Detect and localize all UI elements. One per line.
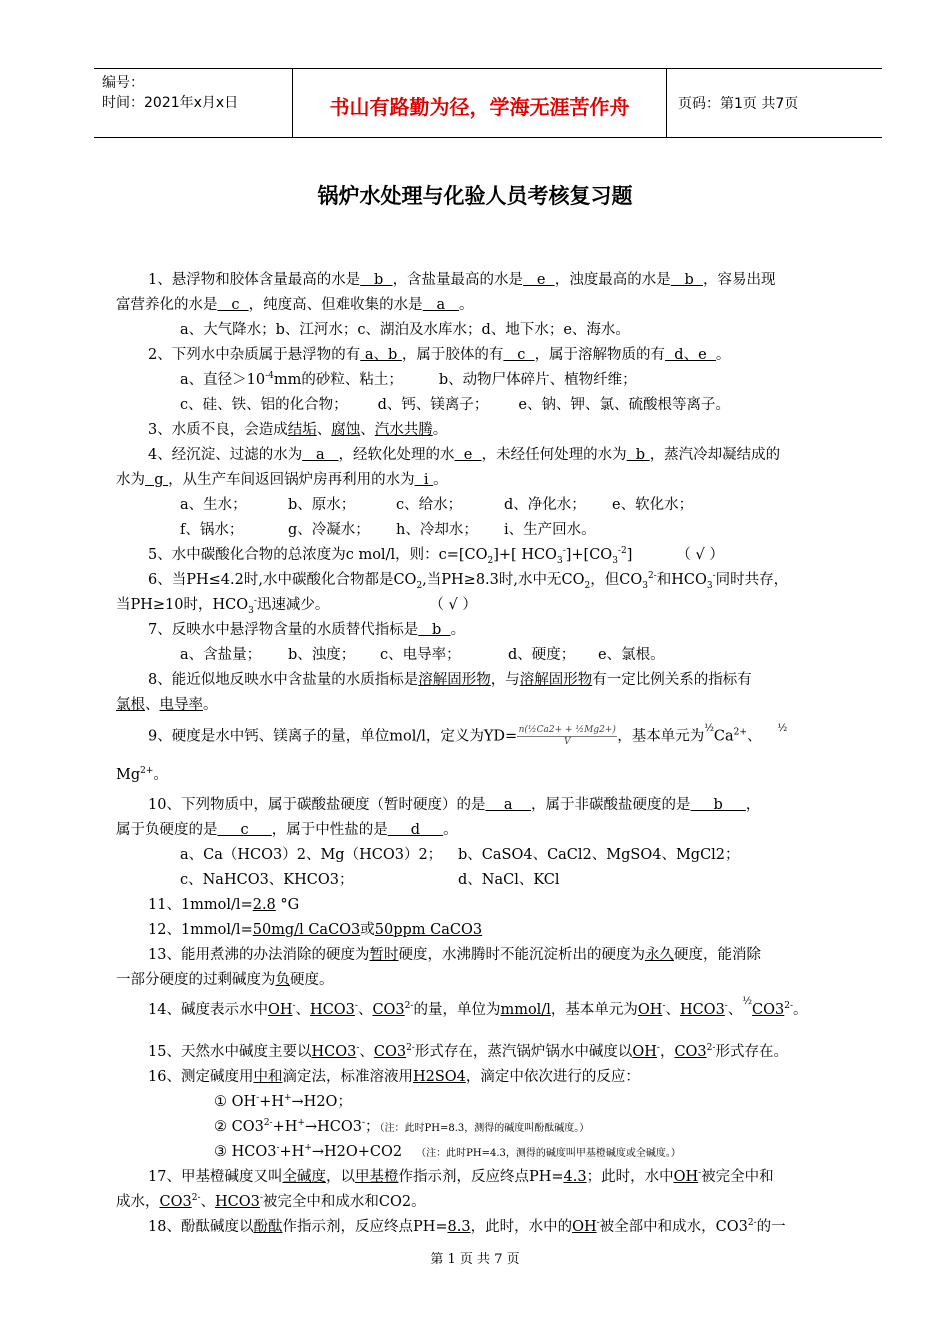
reaction-2: ② $CO3^{2-}+H^+\to HCO3^-$；（注：此时PH=8.3，测得的碱度叫酚酞碱度。）	[214, 1118, 590, 1135]
number-label: 编号：	[102, 75, 144, 91]
question-10-options-row-1: a、Ca（HCO3）2、Mg（HCO3）2； b、CaSO4、CaCl2、MgSO4、MgCl2；	[180, 847, 740, 863]
question-1-options: a、大气降水；b、江河水；c、湖泊及水库水；d、地下水；e、海水。	[180, 322, 630, 338]
question-17-line-2: 成水，$CO3^{2-}$、HCO3-被完全中和成水和CO2。	[116, 1193, 426, 1210]
question-1-line-1: 1、悬浮物和胶体含量最高的水是 b ，含盐量最高的水是 e ，浊度最高的水是 b ，容易出现	[148, 272, 776, 288]
question-13-line-1: 13、能用煮沸的办法消除的硬度为暂时硬度，水沸腾时不能沉淀析出的硬度为永久硬度，能消除	[148, 947, 761, 963]
question-4-options-row-1: a、生水； b、原水； c、给水； d、净化水； e、软化水；	[180, 497, 694, 513]
question-2-options-row-1: a、直径$>10^{-4}mm$的砂粒、粘土； b、动物尸体碎片、植物纤维；	[180, 371, 637, 388]
question-11: 11、1mmol/l=2.8 °G	[148, 897, 300, 913]
page-footer: 第 1 页 共 7 页	[430, 1252, 520, 1267]
question-8-line-2: 氯根、电导率。	[116, 697, 218, 713]
question-5: 5、水中碳酸化合物的总浓度为c mol/l，则：$c=[CO_2]+$[ $HCO_3^-]+[CO_3^{-2}]$ （ √ ）	[148, 546, 724, 566]
header-page-label: 页码：第1页 共7页	[678, 96, 799, 112]
question-3: 3、水质不良，会造成结垢、腐蚀、汽水共腾。	[148, 422, 448, 438]
question-15: 15、天然水中碱度主要以HCO3-、$CO3^{2-}$形式存在，蒸汽锅炉锅水中碱度以OH-，$CO3^{2-}$形式存在。	[148, 1043, 788, 1060]
question-13-line-2: 一部分硬度的过剩碱度为负硬度。	[116, 972, 334, 988]
question-10-line-2: 属于负硬度的是 c ，属于中性盐的是 d 。	[116, 822, 458, 838]
question-4-line-2: 水为 g ，从生产车间返回锅炉房再利用的水为 i 。	[116, 472, 448, 488]
question-16: 16、测定碱度用中和滴定法，标准溶液用H2SO4，滴定中依次进行的反应：	[148, 1069, 640, 1085]
header-meta	[102, 73, 238, 113]
hardness-formula: $\frac{\text{n(½Ca2+ + ½Mg2+)}}{V}$	[518, 725, 616, 747]
question-2-options-row-2: c、硅、铁、铝的化合物； d、钙、镁离子； e、钠、钾、氯、硫酸根等离子。	[180, 397, 731, 413]
question-8-line-1: 8、能近似地反映水中含盐量的水质指标是溶解固形物，与溶解固形物有一定比例关系的指标有	[148, 672, 752, 688]
question-10-options-row-2: c、NaHCO3、KHCO3； d、NaCl、KCl	[180, 872, 560, 888]
question-7: 7、反映水中悬浮物含量的水质替代指标是 b 。	[148, 622, 466, 638]
question-14: 14、碱度表示水中OH-、HCO3-、$CO3^{2-}$的量，单位为mmol/l，基本单元为OH-、HCO3-、$^{\frac{1}{2}}CO3^{2-}$。	[148, 996, 808, 1018]
question-10-line-1: 10、下列物质中，属于碳酸盐硬度（暂时硬度）的是 a ，属于非碳酸盐硬度的是 b ，	[148, 797, 761, 813]
question-7-options: a、含盐量； b、浊度； c、电导率； d、硬度； e、氯根。	[180, 647, 665, 663]
question-18: 18、酚酞碱度以酚酞作指示剂，反应终点PH=8.3，此时，水中的OH-被全部中和成水，$CO3^{2-}$的一	[148, 1218, 786, 1235]
question-1-line-2: 富营养化的水是 c ，纯度高、但难收集的水是 a 。	[116, 297, 474, 313]
header-motto: 书山有路勤为径，学海无涯苦作舟	[329, 95, 630, 119]
question-12: 12、1mmol/l=50mg/l CaCO3或50ppm CaCO3	[148, 922, 483, 938]
question-2-line-1: 2、下列水中杂质属于悬浮物的有 a、b ，属于胶体的有 c ，属于溶解物质的有 d、e 。	[148, 347, 731, 363]
question-4-options-row-2: f、锅水； g、冷凝水； h、冷却水； i、生产回水。	[180, 522, 596, 538]
header-divider	[666, 69, 667, 137]
question-6-line-2: 当PH≥10时，$HCO_3^-$迅速减少。 （ √ ）	[116, 596, 477, 616]
reaction-3: ③ HCO3-+H+→H2O+CO2 （注：此时PH=4.3，测得的碱度叫甲基橙碱度或全碱度。）	[214, 1143, 681, 1160]
document-title: 锅炉水处理与化验人员考核复习题	[317, 184, 633, 208]
question-9-line-2: $Mg^{2+}$。	[116, 766, 168, 783]
page-header	[94, 68, 882, 138]
reaction-1: ① OH-+H+→H2O；	[214, 1093, 352, 1110]
question-6-line-1: 6、当PH≤4.2时,水中碳酸化合物都是$CO_2$,当PH≥8.3时,水中无$CO_2$，但$CO_3^{2-}$和$HCO_3^-$同时共存，	[148, 571, 789, 591]
question-4-line-1: 4、经沉淀、过滤的水为 a ，经软化处理的水 e ，未经任何处理的水为 b ，蒸汽冷却凝结成的	[148, 447, 781, 463]
question-17-line-1: 17、甲基橙碱度又叫全碱度，以甲基橙作指示剂，反应终点PH=4.3；此时，水中OH-被完全中和	[148, 1168, 774, 1185]
question-9: 9、硬度是水中钙、镁离子的量，单位mol/l，定义为$YD=\frac{\text{n(½Ca2+ + ½Mg2+)}}{V}$ ，基本单元为$^{\frac{1}{2}}Ca^{2+}$、$^{\frac{1}{2}}$	[148, 722, 788, 747]
time-label: 时间：2021年x月x日	[102, 95, 239, 111]
